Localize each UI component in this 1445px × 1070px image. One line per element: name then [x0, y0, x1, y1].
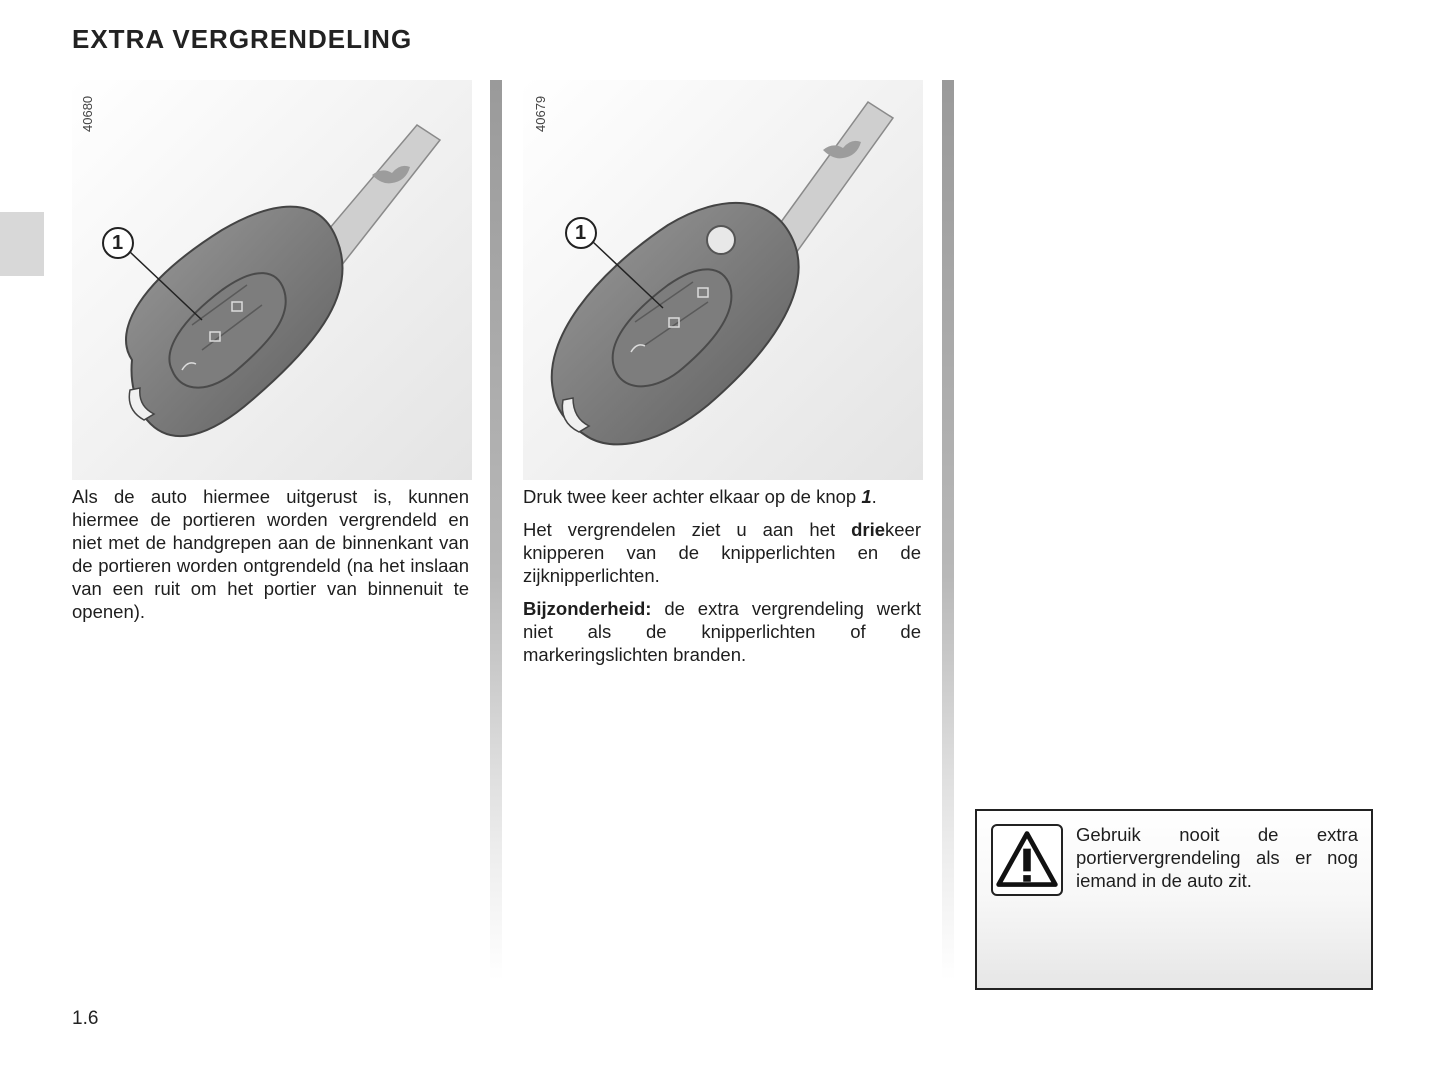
note-text: de extra vergrendeling werkt niet als de knipperlichten of de markeringslichten branden. — [523, 598, 921, 665]
figure-code: 40679 — [533, 95, 548, 132]
callout-number: 1 — [575, 222, 587, 244]
confirm-text-start: Het vergrendelen ziet u aan het — [523, 519, 852, 540]
column1-text — [72, 485, 469, 633]
column2-paragraph-2 — [523, 518, 921, 587]
column2-paragraph-3 — [523, 597, 921, 666]
figure-flip-key — [523, 80, 923, 480]
figure-code: 40680 — [80, 95, 95, 132]
column1-paragraph: Als de auto hiermee uitgerust is, kunnen hiermee de portieren worden vergrendeld en niet met de handgrepen aan de binnenkant van de portieren worden ontgrendeld (na het inslaan van een ruit om het portier van binnenuit te openen). — [72, 486, 469, 622]
warning-box — [975, 809, 1373, 990]
warning-triangle-icon — [991, 824, 1063, 896]
page-number: 1.6 — [72, 1008, 99, 1029]
flip-key-illustration — [523, 80, 923, 480]
button-reference: 1 — [861, 486, 872, 507]
fixed-key-illustration — [72, 80, 472, 480]
note-label: Bijzonderheid: — [523, 598, 652, 619]
confirm-text-end: keer knipperen van de knipperlichten en de zijknipperlichten. — [523, 519, 921, 586]
column-divider-right — [942, 80, 954, 980]
page-title: EXTRA VERGRENDELING — [72, 24, 413, 54]
figure-fixed-key — [72, 80, 472, 480]
instruction-text: Druk twee keer achter elkaar op de knop — [523, 486, 862, 507]
warning-text: Gebruik nooit de extra portiervergrendeling als er nog iemand in de auto zit. — [1076, 824, 1358, 891]
confirm-text-bold: drie — [851, 519, 885, 540]
column2-paragraph-1 — [523, 485, 921, 508]
section-tab — [0, 212, 44, 276]
column-divider-left — [490, 80, 502, 980]
instruction-end: . — [871, 486, 877, 507]
callout-number: 1 — [112, 232, 124, 254]
column2-text — [523, 485, 921, 676]
